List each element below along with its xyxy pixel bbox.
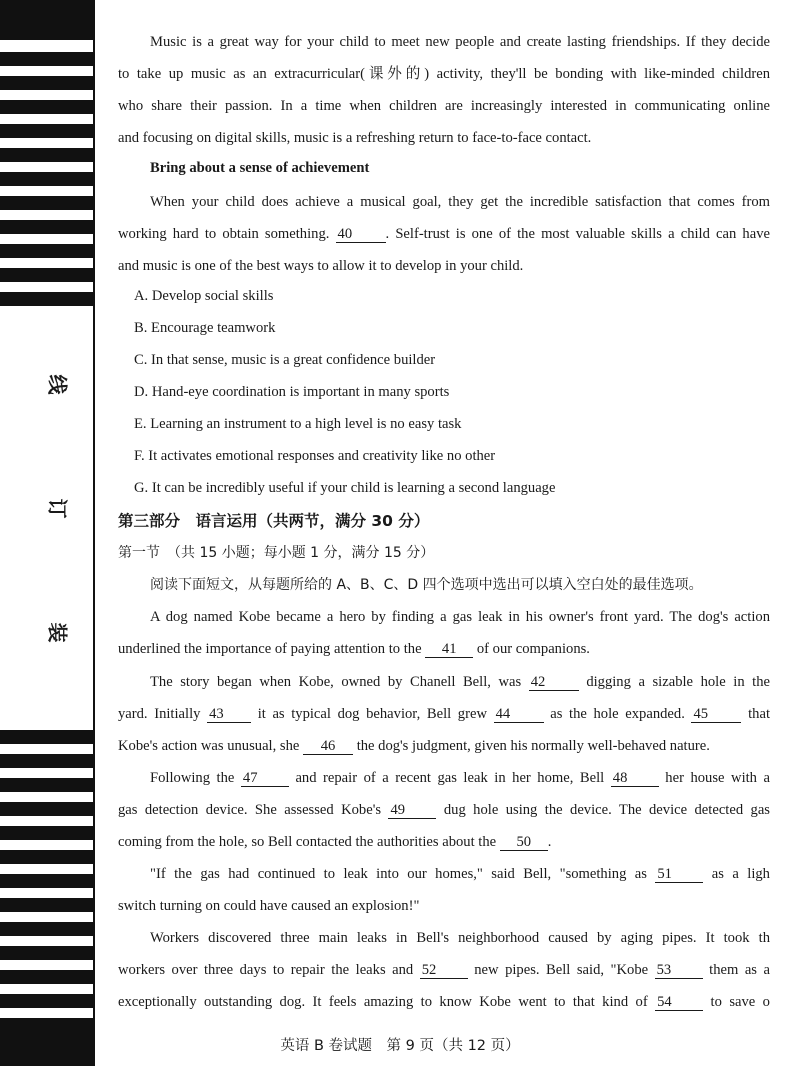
binding-char-pack: 装	[45, 622, 70, 643]
binding-bar	[0, 970, 94, 984]
instruction-text: 阅读下面短文，从每题所给的 A、B、C、D 四个选项中选出可以填入空白处的最佳选项。	[150, 577, 703, 593]
section-title: 第三部分 语言运用（共两节，满分 30 分）	[118, 512, 430, 530]
paragraph-line: who share their passion. In a time when children are increasingly interested in communicating online	[118, 98, 770, 114]
binding-bar	[0, 220, 94, 234]
binding-bar-top	[0, 0, 94, 40]
text-span: new pipes. Bell said, "Kobe	[474, 962, 649, 978]
paragraph-line	[118, 704, 770, 724]
text-span: coming from the hole, so Bell contacted the authorities about the	[118, 834, 497, 850]
text-span: digging a sizable hole in the	[586, 674, 771, 690]
text-span: as the hole expanded.	[550, 706, 685, 722]
binding-bar	[0, 196, 94, 210]
binding-bar	[0, 76, 94, 90]
paragraph-line	[118, 800, 770, 820]
binding-margin	[0, 0, 94, 1066]
paragraph-line	[118, 960, 770, 980]
binding-bar	[0, 124, 94, 138]
text-span: Following the	[150, 770, 235, 786]
binding-bar	[0, 754, 94, 768]
text-span: exceptionally outstanding dog. It feels amazing to know Kobe went to that kind of	[118, 994, 648, 1010]
blank-43: 43	[207, 706, 251, 723]
text-span: underlined the importance of paying attention to the	[118, 641, 422, 657]
blank-51: 51	[655, 866, 703, 883]
paragraph-line	[118, 832, 770, 852]
text-span: her house with a	[665, 770, 770, 786]
paragraph-line: and focusing on digital skills, music is a refreshing return to face-to-face contact.	[118, 130, 592, 146]
paragraph-line: Workers discovered three main leaks in Bell's neighborhood caused by aging pipes. It took th	[150, 930, 770, 946]
binding-bar	[0, 292, 94, 306]
paragraph-line	[118, 992, 770, 1012]
blank-45: 45	[691, 706, 741, 723]
blank-50: 50	[500, 834, 548, 851]
paragraph-line: to take up music as an extracurricular(课外的) activity, they'll be bonding with like-minded children	[118, 66, 770, 82]
option-d: D. Hand-eye coordination is important in many sports	[134, 384, 450, 400]
option-c: C. In that sense, music is a great confidence builder	[134, 352, 436, 368]
option-e: E. Learning an instrument to a high level is no easy task	[134, 416, 462, 432]
text-span: .	[547, 834, 552, 850]
text-span: it as typical dog behavior, Bell grew	[257, 706, 487, 722]
text-span: as a ligh	[711, 866, 770, 882]
text-span: the dog's judgment, given his normally well-behaved nature.	[356, 738, 710, 754]
blank-53: 53	[655, 962, 703, 979]
text-span: working hard to obtain something.	[118, 226, 330, 242]
text-span: . Self-trust is one of the most valuable skills a child can have	[385, 226, 770, 242]
paragraph-line: Music is a great way for your child to meet new people and create lasting friendships. If they decide	[150, 34, 770, 50]
paragraph-line	[118, 864, 770, 884]
binding-bar	[0, 922, 94, 936]
paragraph-line: When your child does achieve a musical goal, they get the incredible satisfaction that comes from	[150, 194, 770, 210]
text-span: that	[748, 706, 771, 722]
paragraph-line: and music is one of the best ways to allow it to develop in your child.	[118, 258, 524, 274]
option-b: B. Encourage teamwork	[134, 320, 276, 336]
text-span: "If the gas had continued to leak into our homes," said Bell, "something as	[150, 866, 647, 882]
text-span: and repair of a recent gas leak in her home, Bell	[295, 770, 605, 786]
binding-bar	[0, 244, 94, 258]
blank-47: 47	[241, 770, 289, 787]
paragraph-line: switch turning on could have caused an explosion!"	[118, 898, 420, 914]
blank-46: 46	[303, 738, 353, 755]
blank-44: 44	[494, 706, 544, 723]
text-span: dug hole using the device. The device detected gas	[443, 802, 770, 818]
binding-bar	[0, 946, 94, 960]
text-span: them as a	[709, 962, 770, 978]
text-span: to save o	[710, 994, 770, 1010]
binding-bar	[0, 100, 94, 114]
text-span: Kobe's action was unusual, she	[118, 738, 300, 754]
paragraph-line	[118, 224, 770, 244]
binding-char-line: 线	[45, 374, 70, 395]
blank-41: 41	[425, 641, 473, 658]
option-g: G. It can be incredibly useful if your child is learning a second language	[134, 480, 556, 496]
blank-54: 54	[655, 994, 703, 1011]
blank-40: 40	[336, 226, 386, 243]
section-heading: Bring about a sense of achievement	[150, 160, 370, 176]
text-span: The story began when Kobe, owned by Chanell Bell, was	[150, 674, 522, 690]
paragraph-line	[118, 768, 770, 788]
option-f: F. It activates emotional responses and creativity like no other	[134, 448, 496, 464]
paragraph-line	[118, 736, 770, 756]
section-subtitle: 第一节 （共 15 小题；每小题 1 分，满分 15 分）	[118, 545, 435, 561]
binding-bar	[0, 148, 94, 162]
text-span: gas detection device. She assessed Kobe's	[118, 802, 382, 818]
blank-49: 49	[388, 802, 436, 819]
binding-bar	[0, 802, 94, 816]
paragraph-line	[118, 672, 770, 692]
binding-line	[93, 0, 95, 1066]
text-span: of our companions.	[476, 641, 590, 657]
option-a: A. Develop social skills	[134, 288, 274, 304]
binding-char-bind: 订	[45, 498, 70, 519]
blank-48: 48	[611, 770, 659, 787]
blank-42: 42	[529, 674, 579, 691]
binding-bar	[0, 172, 94, 186]
binding-bar	[0, 52, 94, 66]
blank-52: 52	[420, 962, 468, 979]
binding-bar	[0, 730, 94, 744]
binding-bar	[0, 874, 94, 888]
binding-bar	[0, 850, 94, 864]
binding-bar	[0, 826, 94, 840]
text-span: workers over three days to repair the leaks and	[118, 962, 414, 978]
text-span: yard. Initially	[118, 706, 201, 722]
binding-bar	[0, 268, 94, 282]
page-footer: 英语 B 卷试题 第 9 页（共 12 页）	[280, 1038, 520, 1054]
binding-bar	[0, 778, 94, 792]
paragraph-line: A dog named Kobe became a hero by finding a gas leak in his owner's front yard. The dog's action	[150, 609, 770, 625]
paragraph-line	[118, 639, 770, 659]
binding-bar	[0, 898, 94, 912]
binding-bar	[0, 994, 94, 1008]
